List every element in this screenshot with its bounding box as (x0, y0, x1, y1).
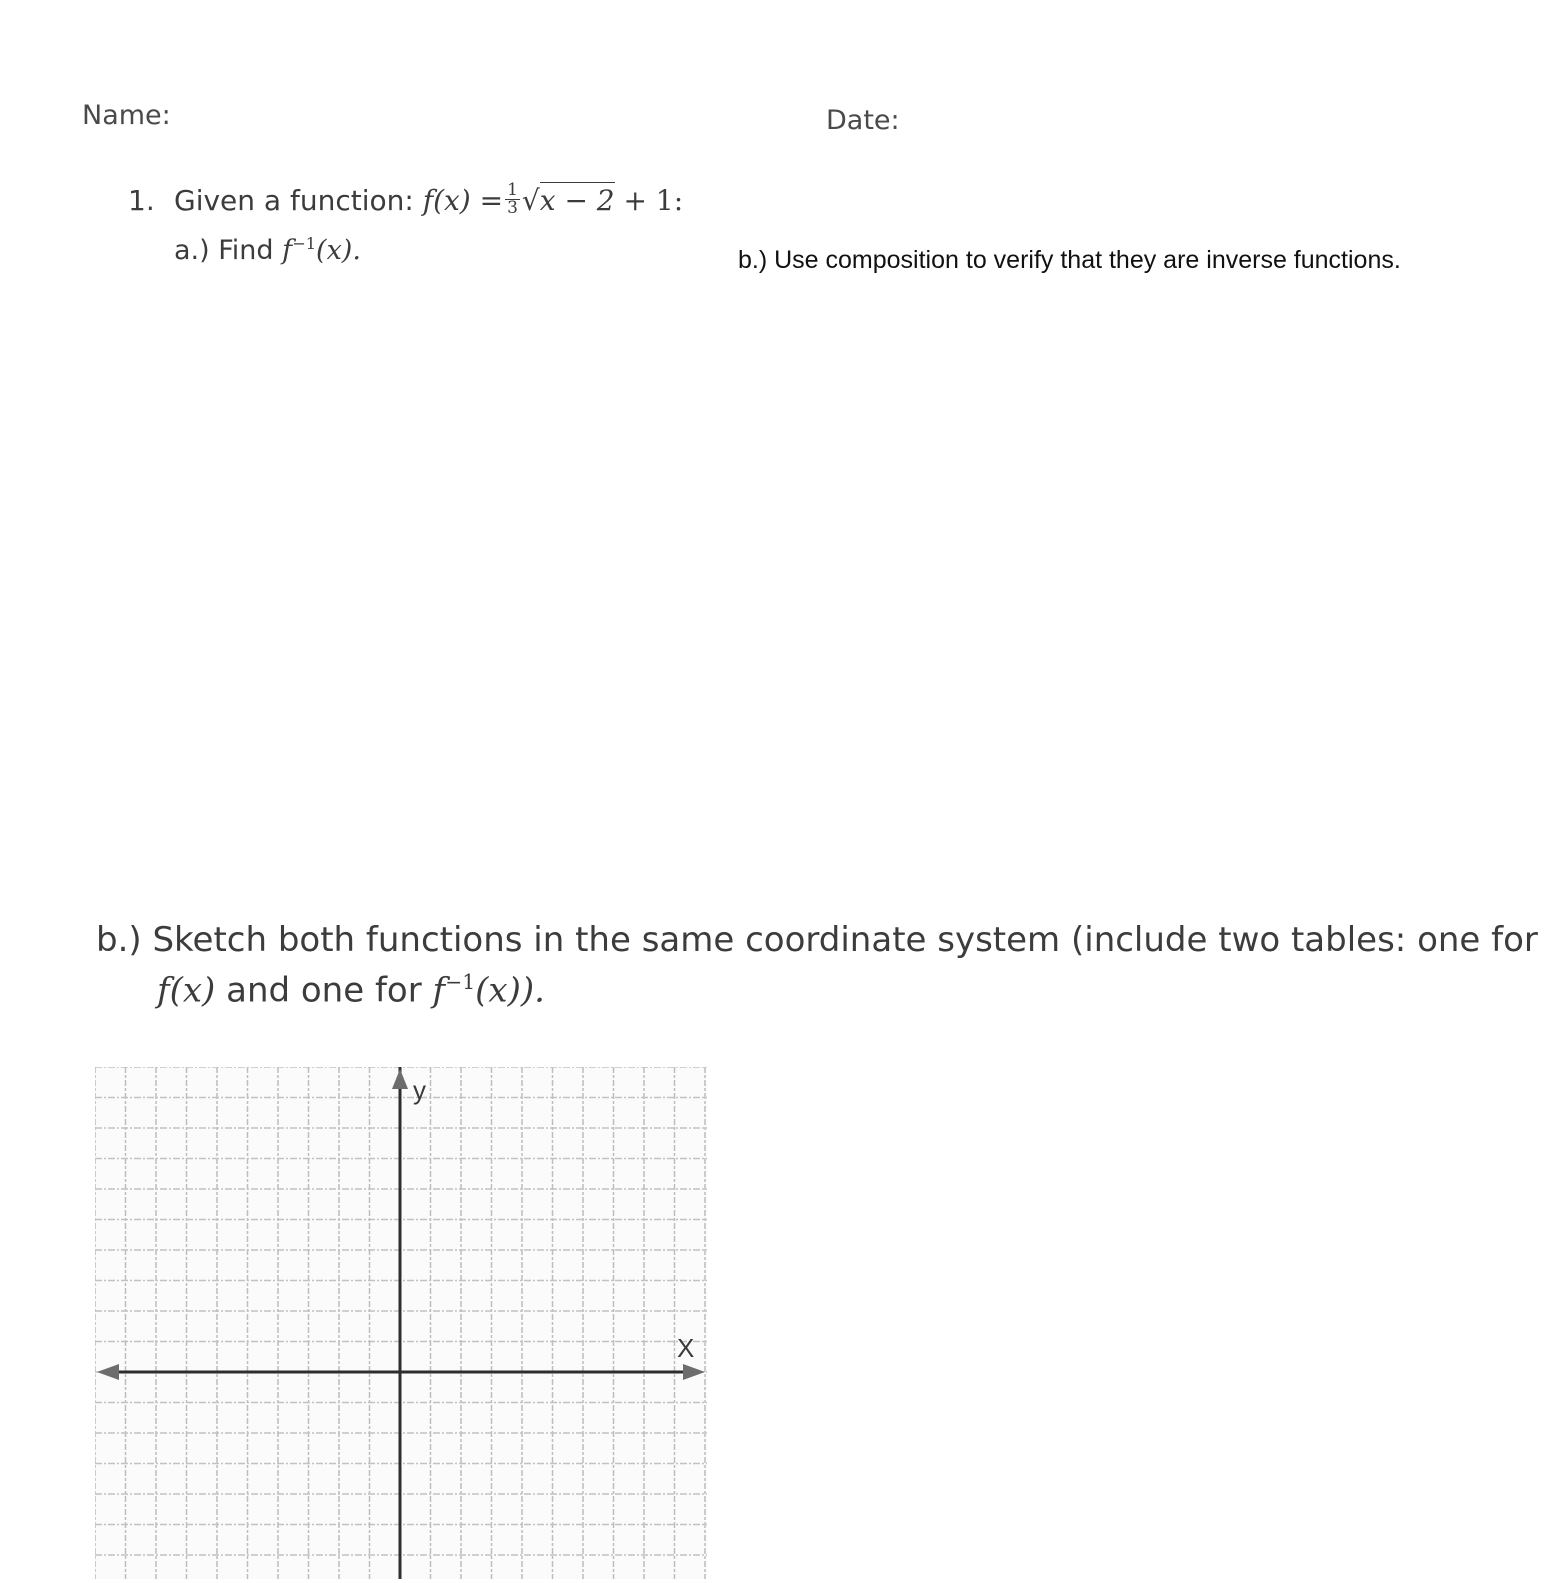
question-1b-sketch-line2 (157, 970, 545, 1010)
part-a-arg: (x). (316, 235, 361, 266)
sketch-fx: f(x) (157, 970, 216, 1011)
question-intro: Given a function: (174, 184, 414, 217)
radicand: x − 2 (539, 184, 615, 217)
question-1a (174, 234, 361, 266)
fraction-denominator: 3 (507, 197, 518, 218)
sketch-tail: (x)). (475, 970, 545, 1011)
grid-svg (95, 1067, 707, 1579)
part-a-prefix: a.) Find (174, 235, 274, 266)
sketch-sup: −1 (445, 970, 476, 994)
part-a-func: f (282, 235, 293, 266)
function-tail: + 1: (623, 184, 684, 217)
y-axis-label: y (413, 1075, 426, 1105)
fraction-one-third (505, 179, 520, 218)
date-label: Date: (826, 105, 900, 136)
x-axis-label: X (677, 1333, 695, 1363)
question-number: 1. (128, 184, 155, 217)
radical-symbol: √ (521, 184, 540, 217)
fraction-numerator: 1 (507, 179, 518, 200)
sketch-finv: f (432, 970, 446, 1011)
name-label: Name: (82, 100, 171, 131)
question-1-prompt (128, 179, 684, 220)
function-lhs: f(x) = (422, 184, 504, 217)
coordinate-grid[interactable] (95, 1067, 707, 1579)
sketch-mid: and one for (215, 970, 433, 1011)
question-1b-composition: b.) Use composition to verify that they are inverse functions. (738, 246, 1401, 274)
part-a-sup: −1 (292, 234, 317, 253)
question-1b-sketch-line1: b.) Sketch both functions in the same coordinate system (include two tables: one for (96, 920, 1538, 960)
